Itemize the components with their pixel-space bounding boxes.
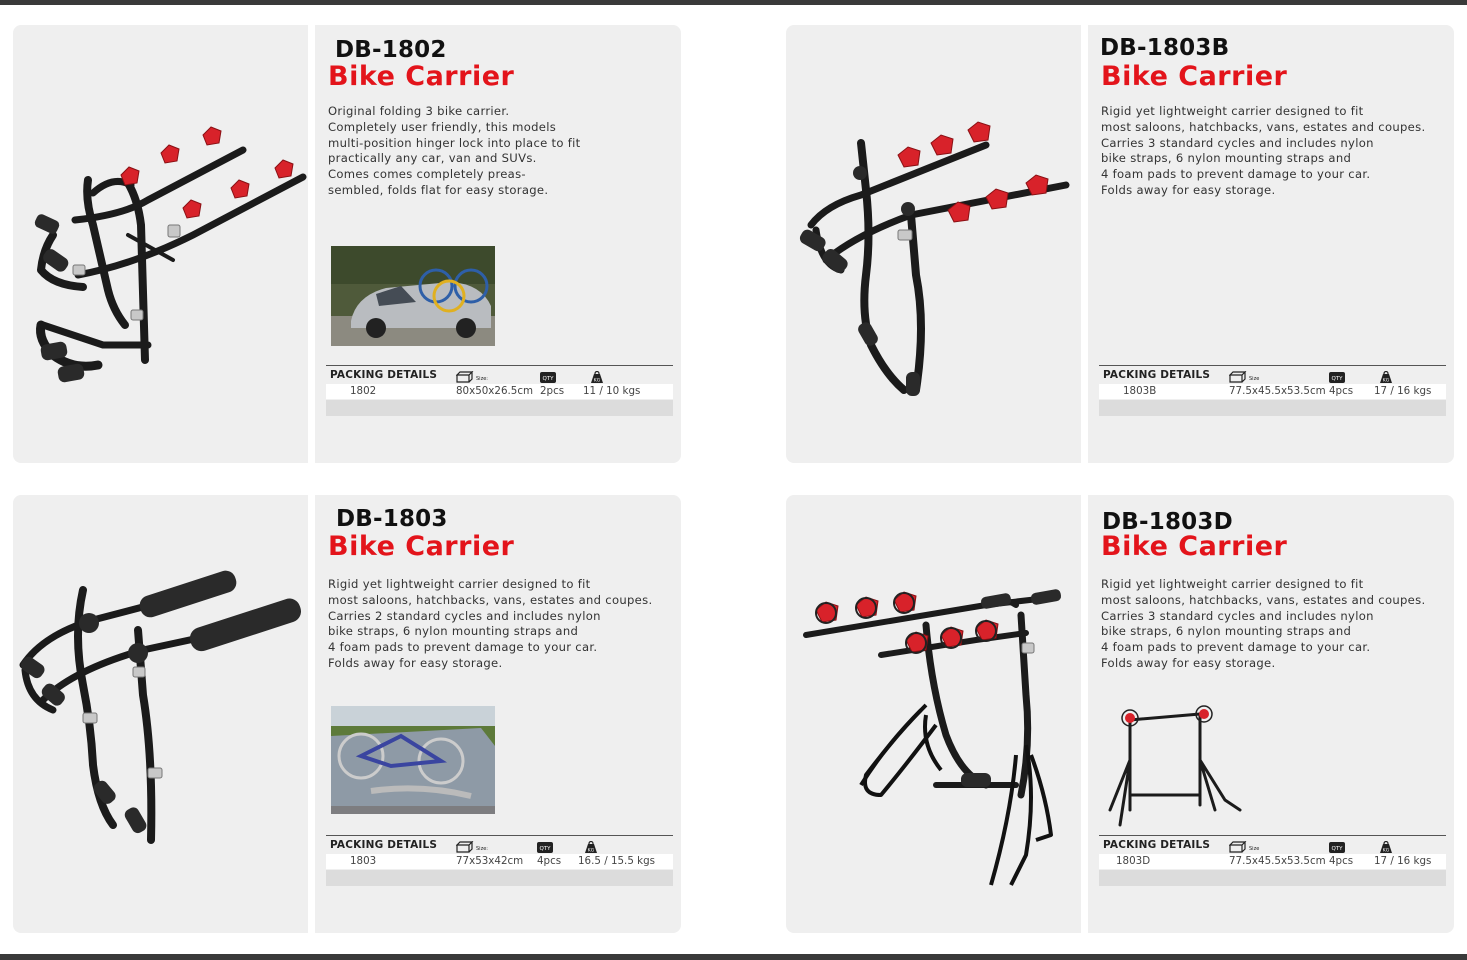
product-title: Bike Carrier: [1101, 531, 1288, 562]
packing-header: [1099, 368, 1446, 383]
description-line: 4 foam pads to prevent damage to your car.: [328, 640, 598, 655]
quantity: 4pcs: [1329, 855, 1354, 867]
qty-label: QTY: [539, 846, 551, 852]
product-title: Bike Carrier: [328, 531, 515, 562]
description-line: most saloons, hatchbacks, vans, estates and coupes.: [1101, 119, 1426, 134]
description-line: Rigid yet lightweight carrier designed to fit: [328, 577, 591, 591]
description-line: Carries 3 standard cycles and includes nylon: [1101, 135, 1374, 150]
qty-label: QTY: [542, 376, 554, 382]
product-image-panel: [786, 25, 1081, 463]
divider: [326, 835, 673, 836]
packing-row: [326, 384, 673, 399]
quantity: 4pcs: [1329, 385, 1354, 397]
product-text-panel: [315, 495, 681, 933]
description-line: bike straps, 6 nylon mounting straps and: [1101, 624, 1352, 639]
qty-label: QTY: [1331, 846, 1343, 852]
quantity: 4pcs: [537, 855, 562, 867]
packing-label: PACKING DETAILS: [1103, 839, 1211, 851]
product-image-panel: [786, 495, 1081, 933]
packing-header: [326, 368, 673, 383]
bike-carrier-image: [786, 495, 1081, 933]
model-number: DB-1803: [336, 506, 448, 532]
packing-row-empty: [1099, 870, 1446, 886]
usage-photo: [331, 706, 495, 814]
weight-label: KG: [587, 848, 595, 853]
description-line: most saloons, hatchbacks, vans, estates and coupes.: [1101, 592, 1426, 607]
packing-row: [326, 854, 673, 869]
description-line: bike straps, 6 nylon mounting straps and: [328, 624, 579, 639]
product-text-panel: [315, 25, 681, 463]
folded-view-image: [1100, 700, 1250, 830]
weight: 16.5 / 15.5 kgs: [578, 855, 656, 867]
model-number: DB-1802: [335, 37, 447, 63]
description-line: Rigid yet lightweight carrier designed to fit: [1101, 104, 1364, 118]
bottom-border-bar: [0, 954, 1467, 960]
description-line: Carries 3 standard cycles and includes nylon: [1101, 608, 1374, 623]
description-line: 4 foam pads to prevent damage to your car.: [1101, 640, 1371, 655]
product-description: [328, 104, 673, 199]
packing-row: [1099, 384, 1446, 399]
item-code: 1803D: [1116, 855, 1151, 867]
description-line: Folds away for easy storage.: [328, 655, 503, 670]
description-line: Folds away for easy storage.: [1101, 655, 1276, 670]
carton-size: 77.5x45.5x53.5cm: [1229, 855, 1326, 867]
product-description: [328, 577, 673, 672]
description-line: Original folding 3 bike carrier.: [328, 104, 510, 118]
product-text-panel: [1088, 25, 1454, 463]
product-image-panel: [13, 495, 308, 933]
description-line: Comes comes completely preas-: [328, 167, 526, 182]
description-line: Rigid yet lightweight carrier designed to fit: [1101, 577, 1364, 591]
product-title: Bike Carrier: [1101, 61, 1288, 92]
packing-row-empty: [326, 400, 673, 416]
size-label: Size:: [476, 376, 488, 382]
weight-label: KG: [593, 378, 601, 383]
size-label: Size: [1249, 376, 1260, 382]
description-line: practically any car, van and SUVs.: [328, 151, 537, 166]
size-label: Size:: [476, 846, 488, 852]
usage-photo: [331, 246, 495, 346]
quantity: 2pcs: [540, 385, 565, 397]
weight: 11 / 10 kgs: [583, 385, 641, 397]
product-description: [1101, 104, 1446, 199]
bike-carrier-image: [13, 25, 308, 463]
bike-carrier-image: [786, 25, 1081, 463]
model-number: DB-1803B: [1100, 35, 1230, 61]
description-line: Folds away for easy storage.: [1101, 182, 1276, 197]
packing-label: PACKING DETAILS: [330, 369, 438, 381]
description-line: 4 foam pads to prevent damage to your car.: [1101, 167, 1371, 182]
description-line: Completely user friendly, this models: [328, 119, 557, 134]
product-card-db-1803b: [786, 25, 1454, 463]
description-line: Carries 2 standard cycles and includes nylon: [328, 608, 601, 623]
description-line: most saloons, hatchbacks, vans, estates and coupes.: [328, 592, 653, 607]
carton-size: 77x53x42cm: [456, 855, 524, 867]
packing-label: PACKING DETAILS: [330, 839, 438, 851]
product-title: Bike Carrier: [328, 61, 515, 92]
product-card-db-1803: [13, 495, 681, 933]
packing-header: [326, 838, 673, 853]
bike-carrier-image: [13, 495, 308, 933]
weight: 17 / 16 kgs: [1374, 855, 1432, 867]
carton-size: 77.5x45.5x53.5cm: [1229, 385, 1326, 397]
product-description: [1101, 577, 1446, 672]
item-code: 1802: [350, 385, 377, 397]
weight: 17 / 16 kgs: [1374, 385, 1432, 397]
model-number: DB-1803D: [1102, 509, 1233, 535]
item-code: 1803B: [1123, 385, 1157, 397]
item-code: 1803: [350, 855, 377, 867]
product-image-panel: [13, 25, 308, 463]
description-line: multi-position hinger lock into place to fit: [328, 135, 581, 150]
carton-size: 80x50x26.5cm: [456, 385, 534, 397]
qty-label: QTY: [1331, 376, 1343, 382]
divider: [326, 365, 673, 366]
divider: [1099, 365, 1446, 366]
packing-row-empty: [326, 870, 673, 886]
product-text-panel: [1088, 495, 1454, 933]
product-card-db-1803d: [786, 495, 1454, 933]
divider: [1099, 835, 1446, 836]
top-border-bar: [0, 0, 1467, 5]
packing-header: [1099, 838, 1446, 853]
size-label: Size: [1249, 846, 1260, 852]
description-line: sembled, folds flat for easy storage.: [328, 182, 549, 197]
weight-label: KG: [1382, 378, 1390, 383]
weight-label: KG: [1382, 848, 1390, 853]
packing-row-empty: [1099, 400, 1446, 416]
packing-row: [1099, 854, 1446, 869]
description-line: bike straps, 6 nylon mounting straps and: [1101, 151, 1352, 166]
packing-label: PACKING DETAILS: [1103, 369, 1211, 381]
product-card-db-1802: [13, 25, 681, 463]
